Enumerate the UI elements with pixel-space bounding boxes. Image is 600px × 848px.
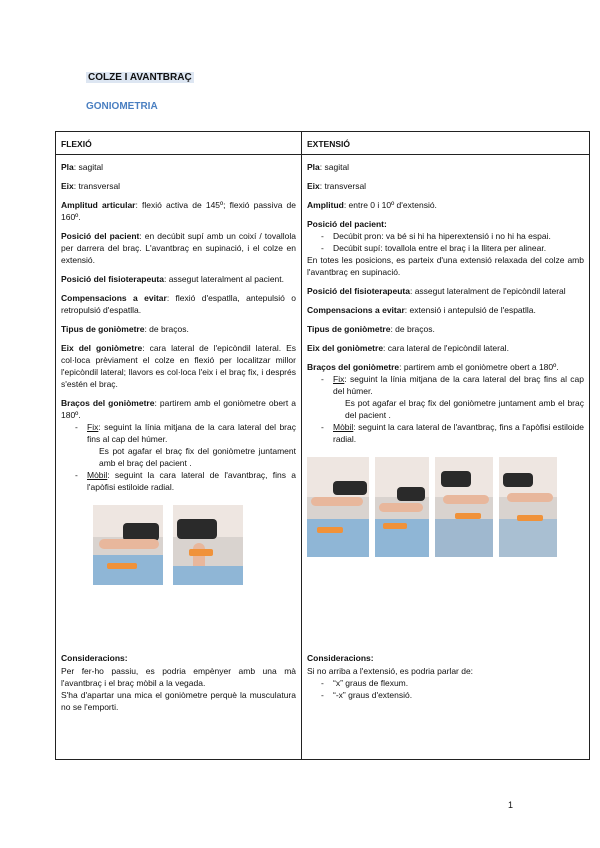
- flexio-title: FLEXIÓ: [56, 132, 301, 155]
- flexio-fix-item: - Fix: seguint la línia mitjana de la cara lateral del braç fins al cap del húmer.: [75, 422, 296, 444]
- document-heading: COLZE I AVANTBRAÇ: [88, 72, 192, 83]
- flexio-column: [56, 132, 302, 759]
- page-number: 1: [508, 800, 514, 810]
- flexio-amplitud: Amplitud articular: flexió activa de 145º; flexió passiva de 160º.: [61, 200, 296, 222]
- flexio-fix-note: Es pot agafar el braç fix del goniòmetre juntament amb el braç del pacient .: [99, 446, 296, 468]
- extensio-fix-note: Es pot agafar el braç fix del goniòmetre juntament amb el braç del pacient .: [345, 398, 584, 420]
- extensio-fix-item: - Fix: seguint la línia mitjana de la cara lateral del braç fins al cap del húmer.: [321, 374, 584, 396]
- extensio-pla: Pla: sagital: [307, 162, 350, 172]
- flexio-photo-1: [93, 505, 163, 585]
- goniometry-table: [55, 131, 590, 760]
- extensio-amplitud: Amplitud: entre 0 i 10º d'extensió.: [307, 200, 437, 210]
- flexio-compensacions: Compensacions a evitar: flexió d'espatlla, antepulsió o retropulsió d'espatlla.: [61, 293, 296, 315]
- extensio-photo-4: [499, 457, 557, 557]
- extensio-consideracions: Consideracions: Si no arriba a l'extensió, es podria parlar de: - “x” graus de flexum. - “-x” graus d'extensió.: [307, 652, 584, 701]
- extensio-fisio: Posició del fisioterapeuta: assegut lateralment de l'epicòndil lateral: [307, 286, 566, 296]
- flexio-consideracions: Consideracions: Per fer-ho passiu, es podria empènyer amb una mà l'avantbraç i el braç mòbil a la vegada. S'ha d'apartar una mica el goniòmetre perquè la musculatura no se l'emporti.: [61, 653, 296, 712]
- extensio-cons-item2: - “-x” graus d'extensió.: [321, 690, 413, 700]
- flexio-pacient: Posició del pacient: en decúbit supí amb un coixí / tovallola per darrera del braç. L'avantbraç en supinació, i el colze en extensió.: [61, 231, 296, 265]
- extensio-tipus: Tipus de goniòmetre: de braços.: [307, 324, 435, 334]
- extensio-pacient-item1: - Decúbit pron: va bé si hi ha hiperextensió i no hi ha espai.: [321, 231, 551, 241]
- flexio-pla: Pla: sagital: [61, 162, 104, 172]
- extensio-title: EXTENSIÓ: [302, 132, 589, 155]
- flexio-mobil-item: - Mòbil: seguint la cara lateral de l'avantbraç, fins a l'apòfisi estiloide radial.: [75, 470, 296, 492]
- flexio-bracos: Braços del goniòmetre: partirem amb el goniòmetre obert a 180º.: [61, 398, 297, 420]
- flexio-tipus: Tipus de goniòmetre: de braços.: [61, 324, 189, 334]
- extensio-mobil-item: - Mòbil: seguint la cara lateral de l'avantbraç, fins a l'apòfisi estiloide radial.: [321, 422, 584, 444]
- flexio-eix: Eix: transversal: [61, 181, 121, 191]
- extensio-compensacions: Compensacions a evitar: extensió i antepulsió de l'espatlla.: [307, 305, 536, 315]
- extensio-photo-1: [307, 457, 369, 557]
- extensio-eix-goniometre: Eix del goniòmetre: cara lateral de l'epicòndil lateral.: [307, 343, 509, 353]
- extensio-pacient: Posició del pacient:: [307, 219, 387, 229]
- extensio-photo-2: [375, 457, 429, 557]
- flexio-fisio: Posició del fisioterapeuta: assegut lateralment al pacient.: [61, 274, 284, 284]
- flexio-photo-2: [173, 505, 243, 585]
- extensio-pacient-note: En totes les posicions, es parteix d'una extensió relaxada del colze amb l'avantbraç en supinació.: [307, 255, 584, 277]
- document-subheading: GONIOMETRIA: [86, 101, 158, 112]
- extensio-bracos: Braços del goniòmetre: partirem amb el goniòmetre obert a 180º.: [307, 362, 559, 372]
- extensio-eix: Eix: transversal: [307, 181, 367, 191]
- extensio-photo-3: [435, 457, 493, 557]
- extensio-cons-item1: - “x” graus de flexum.: [321, 678, 409, 688]
- flexio-eix-goniometre: Eix del goniòmetre: cara lateral de l'epicòndil lateral. Es col·loca prèviament el colze en flexió per localitzar millor l'epicòndil lateral; llavors es col·loca l'eix i el braç fix, i després s'estén el braç.: [61, 343, 297, 389]
- extensio-column: [302, 132, 589, 759]
- extensio-pacient-item2: - Decúbit supí: tovallola entre el braç i la llitera per alinear.: [321, 243, 547, 253]
